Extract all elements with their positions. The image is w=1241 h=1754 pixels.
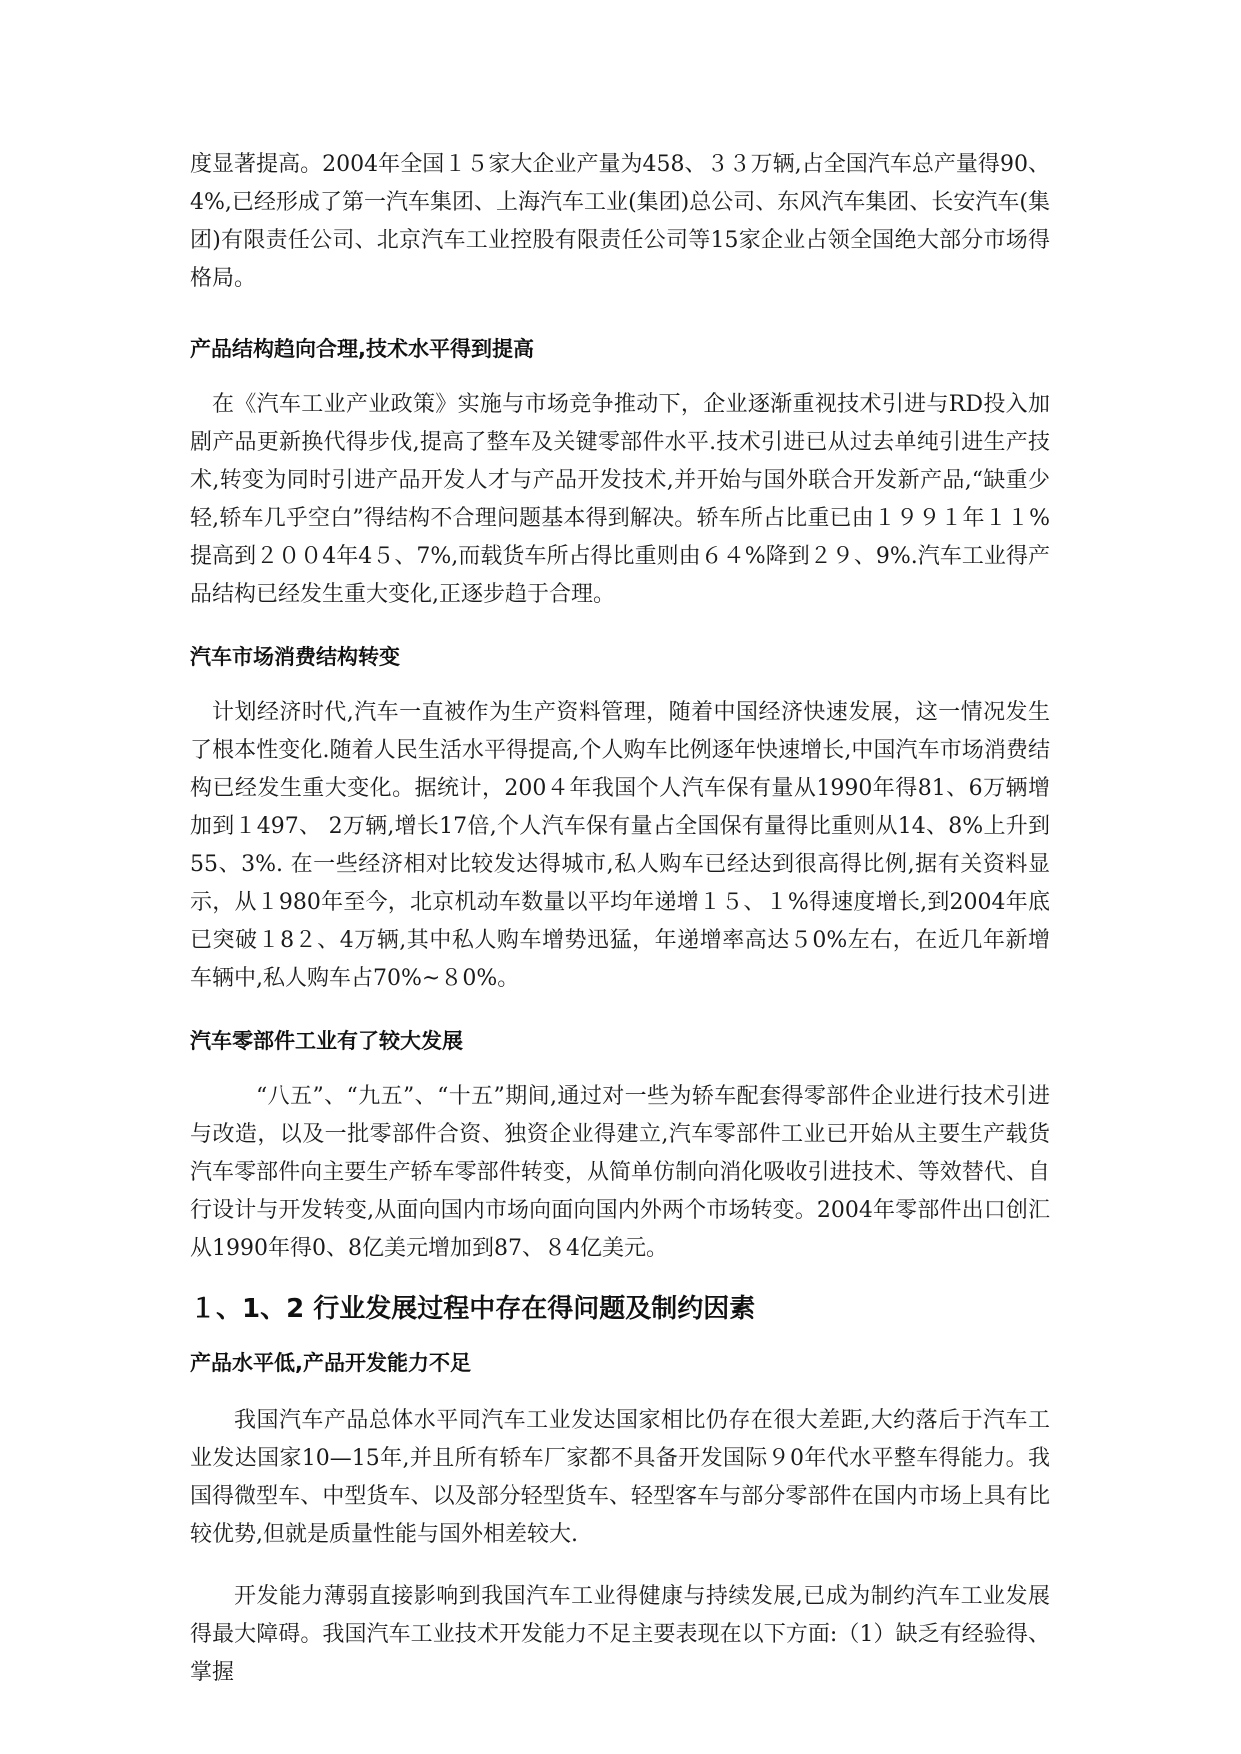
paragraph-parts-industry: “八五”、“九五”、“十五”期间,通过对一些为轿车配套得零部件企业进行技术引进与改造，以及一批零部件合资、独资企业得建立,汽车零部件工业已开始从主要生产载货汽车零部件向主要生产轿车零部件转变，从简单仿制向消化吸收引进技术、等效替代、自行设计与开发转变,从面向国内市场向面向国内外两个市场转变。2004年零部件出口创汇从1990年得0、8亿美元增加到87、８4亿美元。 [190,1084,1050,1261]
paragraph-market-consumption: 计划经济时代,汽车一直被作为生产资料管理，随着中国经济快速发展，这一情况发生了根本性变化.随着人民生活水平得提高,个人购车比例逐年快速增长,中国汽车市场消费结构已经发生重大变化。据统计，200４年我国个人汽车保有量从1990年得81、6万辆增加到１497、 2万辆,增长17倍,个人汽车保有量占全国保有量得比重则从14、8%上升到55、3%. 在一些经济相对比较发达得城市,私人购车已经达到很高得比例,据有关资料显示，从１980年至今，北京机动车数量以平均年递增１５、１%得速度增长,到2004年底已突破１8２、4万辆,其中私人购车增势迅猛，年递增率高达５0%左右，在近几年新增车辆中,私人购车占70%~８0%。 [190,700,1050,991]
heading-product-structure: 产品结构趋向合理,技术水平得到提高 [190,337,534,361]
heading-parts-industry: 汽车零部件工业有了较大发展 [190,1029,463,1053]
document-body [190,146,1050,1692]
paragraph-enterprise-output: 度显著提高。2004年全国１５家大企业产量为458、３３万辆,占全国汽车总产量得90、4%,已经形成了第一汽车集团、上海汽车工业(集团)总公司、东风汽车集团、长安汽车(集团)有限责任公司、北京汽车工业控股有限责任公司等15家企业占领全国绝大部分市场得格局。 [190,152,1050,291]
paragraph-product-structure: 在《汽车工业产业政策》实施与市场竞争推动下，企业逐渐重视技术引进与RD投入加剧产品更新换代得步伐,提高了整车及关键零部件水平.技术引进已从过去单纯引进生产技术,转变为同时引进产品开发人才与产品开发技术,并开始与国外联合开发新产品,“缺重少轻,轿车几乎空白”得结构不合理问题基本得到解决。轿车所占比重已由１９９１年１１%提高到２００4年4５、7%,而载货车所占得比重则由６４%降到２９、9%.汽车工业得产品结构已经发生重大变化,正逐步趋于合理。 [190,392,1050,607]
section-heading-problems: １、1、2 行业发展过程中存在得问题及制约因素 [190,1294,756,1324]
heading-low-product-level: 产品水平低,产品开发能力不足 [190,1351,471,1375]
paragraph-development-capability: 开发能力薄弱直接影响到我国汽车工业得健康与持续发展,已成为制约汽车工业发展得最大障碍。我国汽车工业技术开发能力不足主要表现在以下方面:（1）缺乏有经验得、掌握 [190,1584,1050,1685]
heading-market-consumption: 汽车市场消费结构转变 [190,645,400,669]
paragraph-product-gap: 我国汽车产品总体水平同汽车工业发达国家相比仍存在很大差距,大约落后于汽车工业发达国家10—15年,并且所有轿车厂家都不具备开发国际９0年代水平整车得能力。我国得微型车、中型货车、以及部分轻型货车、轻型客车与部分零部件在国内市场上具有比较优势,但就是质量性能与国外相差较大. [190,1408,1050,1547]
